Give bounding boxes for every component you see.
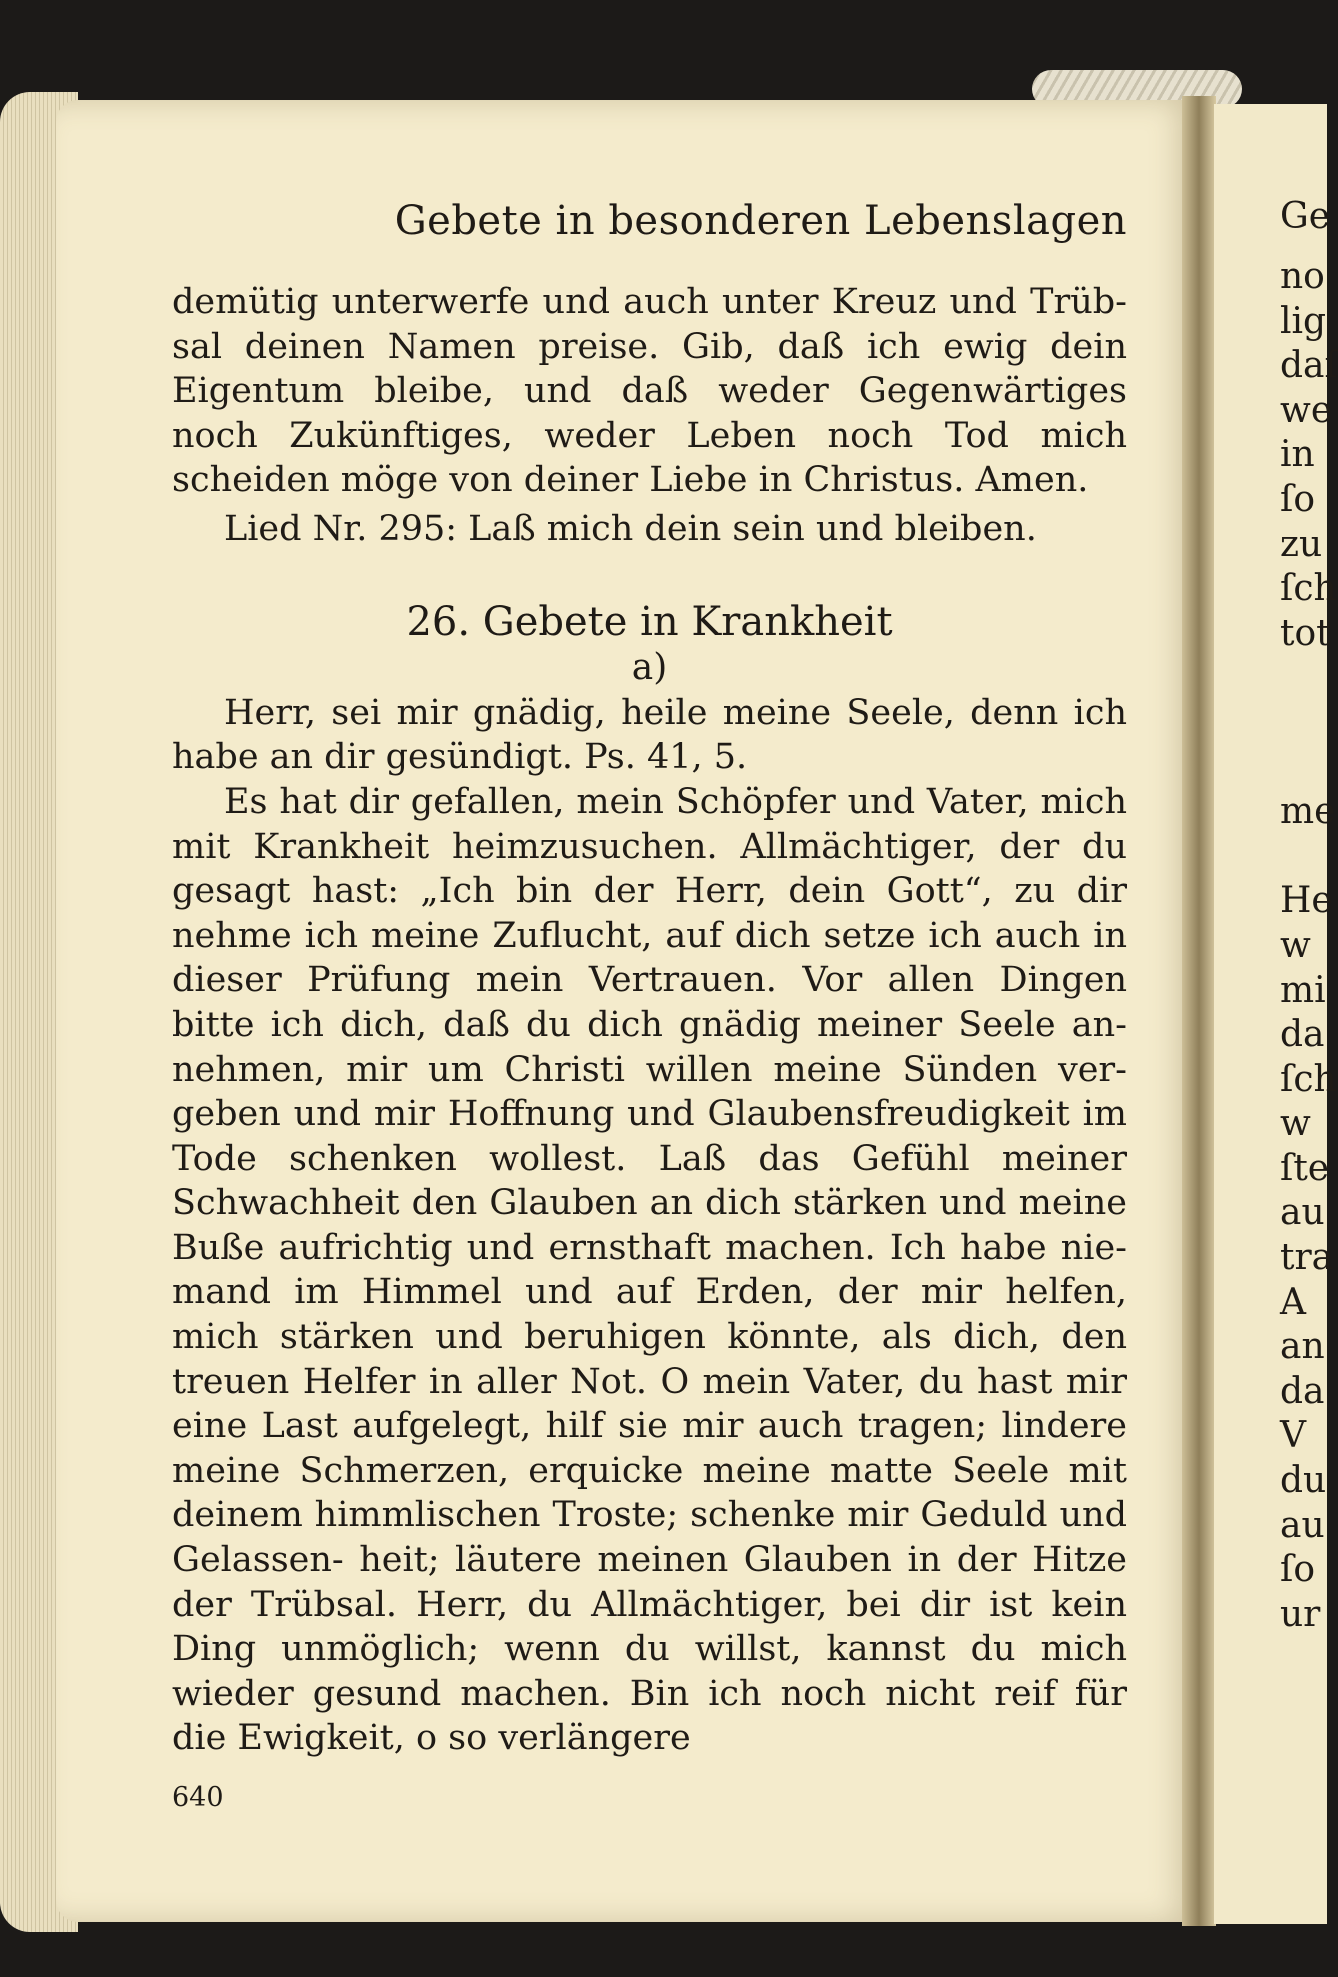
page-number: 640 — [172, 1782, 224, 1813]
facing-line: ſo — [1280, 478, 1315, 520]
section-title: 26. Gebete in Krankheit — [406, 598, 893, 645]
facing-line: ſte — [1280, 1147, 1330, 1189]
facing-line: tot — [1280, 612, 1331, 654]
facing-line: ſo — [1280, 1549, 1315, 1591]
facing-line: ſch — [1280, 1058, 1337, 1100]
facing-line: an — [1280, 1326, 1325, 1368]
paragraph-continuation: demütig unterwerfe und auch unter Kreuz und Trüb- sal deinen Namen preise. Gib, daß ich ewig dein Eigentum bleibe, und daß weder Gegenwärtiges noch Zukünftiges, weder Leben noch Tod mich scheiden möge von deiner Liebe in Christus. Amen. — [172, 282, 1127, 501]
facing-line: da — [1280, 1370, 1325, 1412]
facing-line: He — [1280, 880, 1333, 922]
prayer-intro: Herr, sei mir gnädig, heile meine Seele, denn ich habe an dir gesündigt. Ps. 41, 5. — [172, 692, 1127, 778]
facing-line: ſch — [1280, 568, 1337, 610]
facing-line: daſ — [1280, 345, 1338, 387]
facing-header-fragment: Ge — [1280, 196, 1331, 237]
running-header: Gebete in besonderen Lebenslagen — [394, 198, 1127, 244]
facing-line: da — [1280, 1014, 1325, 1056]
facing-line — [1280, 746, 1327, 791]
book-gutter — [1182, 96, 1216, 1926]
facing-line — [1280, 835, 1327, 880]
facing-line: V — [1280, 1415, 1306, 1457]
facing-line: me — [1280, 791, 1336, 833]
facing-line: we — [1280, 389, 1333, 431]
section-subheading: a) — [631, 647, 668, 689]
facing-line: lig — [1280, 300, 1327, 342]
page-body — [172, 280, 1127, 1761]
facing-line: au — [1280, 1504, 1325, 1546]
prayer-body: Es hat dir gefallen, mein Schöpfer und Vater, mich mit Krankheit heimzusuchen. Allmächtiger, der du gesagt hast: „Ich bin der Herr, dein Gott“, zu dir nehme ich meine Zuflucht, auf dich setze ich auch in dieser Prüfung mein Vertrauen. Vor allen Dingen bitte ich dich, daß du dich gnädig meiner Seele an- nehmen, mir um Christi willen meine Sünden ver- geben und mir Hoffnung und Glaubensfreudigkeit im Tode schenken wollest. Laß das Gefühl meiner Schwachheit den Glauben an dich stärken und meine Buße aufrichtig und ernsthaft machen. Ich habe nie- mand im Himmel und auf Erden, der mir helfen, mich stärken und beruhigen könnte, als dich, den treuen Helfer in aller Not. O mein Vater, du hast mir eine Last aufgelegt, hilf sie mir auch tragen; lindere meine Schmerzen, erquicke meine matte Seele mit deinem himmlischen Troste; schenke mir Geduld und Gelassen- heit; läutere meinen Glauben in der Hitze der Trübsal. Herr, du Allmächtiger, bei dir ist kein Ding unmöglich; wenn du willst, kannst du mich wieder gesund machen. Bin ich noch nicht reif für die Ewigkeit, o so verlängere — [172, 781, 1127, 1759]
facing-line: zu — [1280, 523, 1323, 565]
facing-line: w — [1280, 1103, 1311, 1145]
facing-line: tra — [1280, 1237, 1334, 1279]
facing-line — [1280, 701, 1327, 746]
facing-page-text — [1280, 196, 1338, 1637]
facing-line: mi — [1280, 969, 1326, 1011]
facing-line: w — [1280, 924, 1311, 966]
facing-line: au — [1280, 1192, 1325, 1234]
facing-line: du — [1280, 1460, 1327, 1502]
song-reference: Lied Nr. 295: Laß mich dein sein und bleiben. — [224, 508, 1037, 549]
facing-line: in — [1280, 434, 1315, 476]
facing-line: no — [1280, 256, 1325, 297]
facing-line: A — [1280, 1281, 1306, 1323]
facing-line: ur — [1280, 1593, 1321, 1635]
facing-line — [1280, 656, 1327, 701]
